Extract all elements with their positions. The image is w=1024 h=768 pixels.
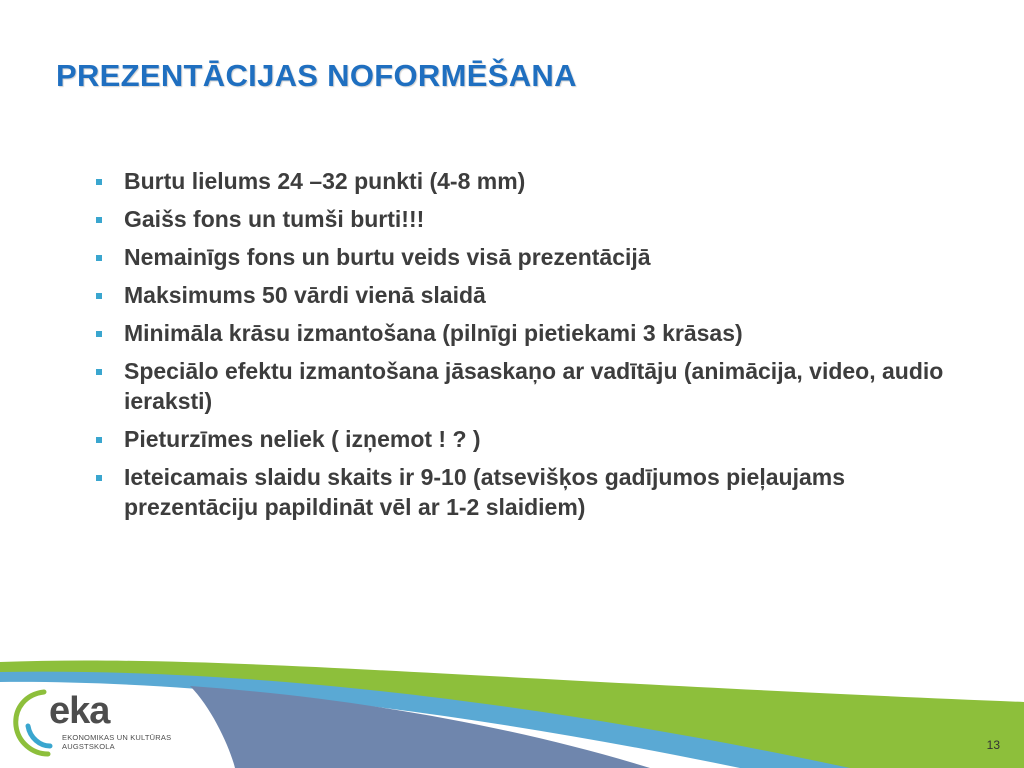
bullet-text: Gaišs fons un tumši burti!!!	[124, 206, 425, 232]
logo-subtitle	[62, 733, 171, 751]
bullet-item	[96, 424, 976, 454]
bullet-square-icon	[96, 437, 102, 443]
bullet-text: Pieturzīmes neliek ( izņemot ! ? )	[124, 426, 481, 452]
bullet-text: Maksimums 50 vārdi vienā slaidā	[124, 282, 486, 308]
bullet-item	[96, 242, 976, 272]
bullet-square-icon	[96, 217, 102, 223]
bullet-square-icon	[96, 475, 102, 481]
bullet-text: Speciālo efektu izmantošana jāsaskaņo ar vadītāju (animācija, video, audio ieraksti)	[124, 358, 944, 414]
logo-wordmark: eka	[49, 690, 110, 732]
logo-subtitle-line: EKONOMIKAS UN KULTŪRAS	[62, 733, 172, 742]
page-number: 13	[986, 738, 1000, 752]
bullet-item	[96, 204, 976, 234]
bullet-item	[96, 166, 976, 196]
logo-arc-blue	[28, 726, 50, 746]
bullet-square-icon	[96, 331, 102, 337]
bullet-square-icon	[96, 179, 102, 185]
bullet-text: Ieteicamais slaidu skaits ir 9-10 (atsevišķos gadījumos pieļaujams prezentāciju papildināt vēl ar 1-2 slaidiem)	[124, 464, 846, 520]
bullet-item	[96, 462, 976, 522]
bullet-square-icon	[96, 293, 102, 299]
bullet-text: Nemainīgs fons un burtu veids visā prezentācijā	[124, 244, 651, 270]
bullet-square-icon	[96, 255, 102, 261]
bullet-item	[96, 318, 976, 348]
logo-subtitle-line: AUGSTSKOLA	[62, 742, 115, 751]
bullet-list	[96, 166, 976, 530]
bullet-item	[96, 280, 976, 310]
bullet-text: Burtu lielums 24 –32 punkti (4-8 mm)	[124, 168, 526, 194]
bullet-square-icon	[96, 369, 102, 375]
bullet-text: Minimāla krāsu izmantošana (pilnīgi pietiekami 3 krāsas)	[124, 320, 743, 346]
slide-title: PREZENTĀCIJAS NOFORMĒŠANA	[56, 58, 577, 93]
bullet-item	[96, 356, 976, 416]
